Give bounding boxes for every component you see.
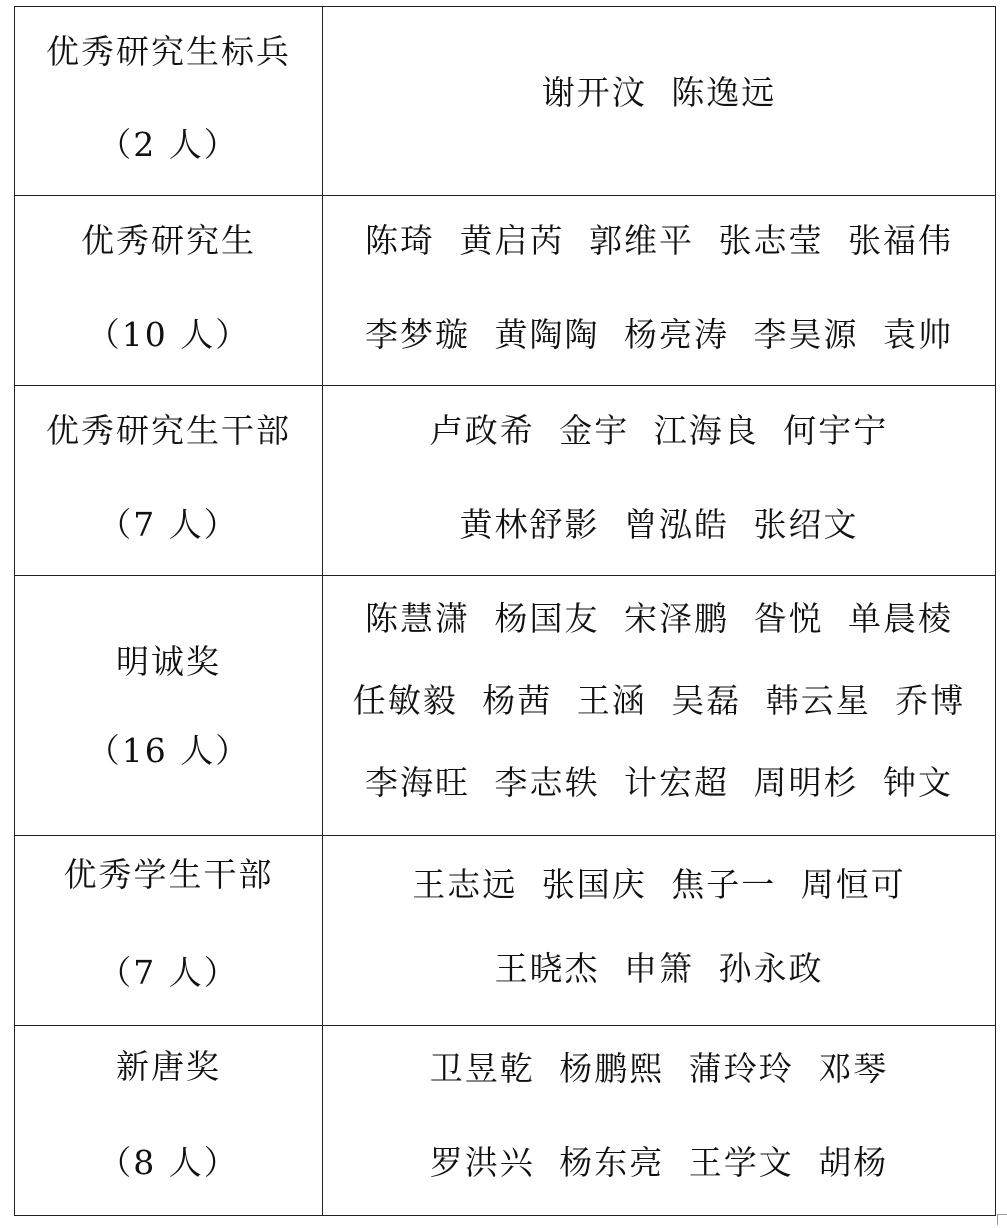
names-cell [323,7,996,196]
category-count: （8 人） [98,1143,239,1182]
name-line: 卫昱乾 杨鹏熙 蒲玲玲 邓琴 [429,1048,889,1088]
category-name: 明诚奖 [116,641,221,681]
name-line: 任敏毅 杨茜 王涵 吴磊 韩云星 乔博 [352,681,966,721]
table-row [15,386,996,576]
category-cell [15,7,323,196]
name-line: 李海旺 李志轶 计宏超 周明杉 钟文 [365,762,953,802]
category-count: （10 人） [86,315,251,355]
category-cell [15,1025,323,1215]
name-line: 罗洪兴 杨东亮 王学文 胡杨 [429,1143,889,1182]
category-cell [15,576,323,835]
names-cell [323,196,996,386]
names-cell [323,1025,996,1215]
category-name: 优秀学生干部 [63,854,274,894]
table-row [15,835,996,1025]
name-line: 谢开汶 陈逸远 [541,72,777,112]
names-cell [323,835,996,1025]
category-cell [15,386,323,576]
award-list-table [14,6,996,1216]
category-count: （7 人） [98,952,239,992]
name-line: 陈慧潇 杨国友 宋泽鹏 昝悦 单晨棱 [365,599,953,639]
category-name: 新唐奖 [116,1046,221,1086]
name-line: 卢政希 金宇 江海良 何宇宁 [429,411,889,451]
name-line: 黄林舒影 曾泓皓 张绍文 [459,505,859,545]
name-line: 王晓杰 申箫 孙永政 [494,948,824,988]
names-cell [323,576,996,835]
name-line: 王志远 张国庆 焦子一 周恒可 [412,864,906,904]
table-row [15,196,996,386]
category-count: （7 人） [98,505,239,545]
category-cell [15,196,323,386]
category-count: （16 人） [86,730,251,770]
category-name: 优秀研究生干部 [46,411,291,451]
category-name: 优秀研究生标兵 [46,32,291,71]
table-row [15,1025,996,1215]
category-cell [15,835,323,1025]
page-corner-mark [997,1214,1007,1225]
table-row [15,576,996,835]
name-line: 李梦璇 黄陶陶 杨亮涛 李昊源 袁帅 [365,315,953,355]
name-line: 陈琦 黄启芮 郭维平 张志莹 张福伟 [365,221,953,261]
category-name: 优秀研究生 [81,221,256,261]
category-count: （2 人） [98,125,239,165]
table-row [15,7,996,196]
names-cell [323,386,996,576]
